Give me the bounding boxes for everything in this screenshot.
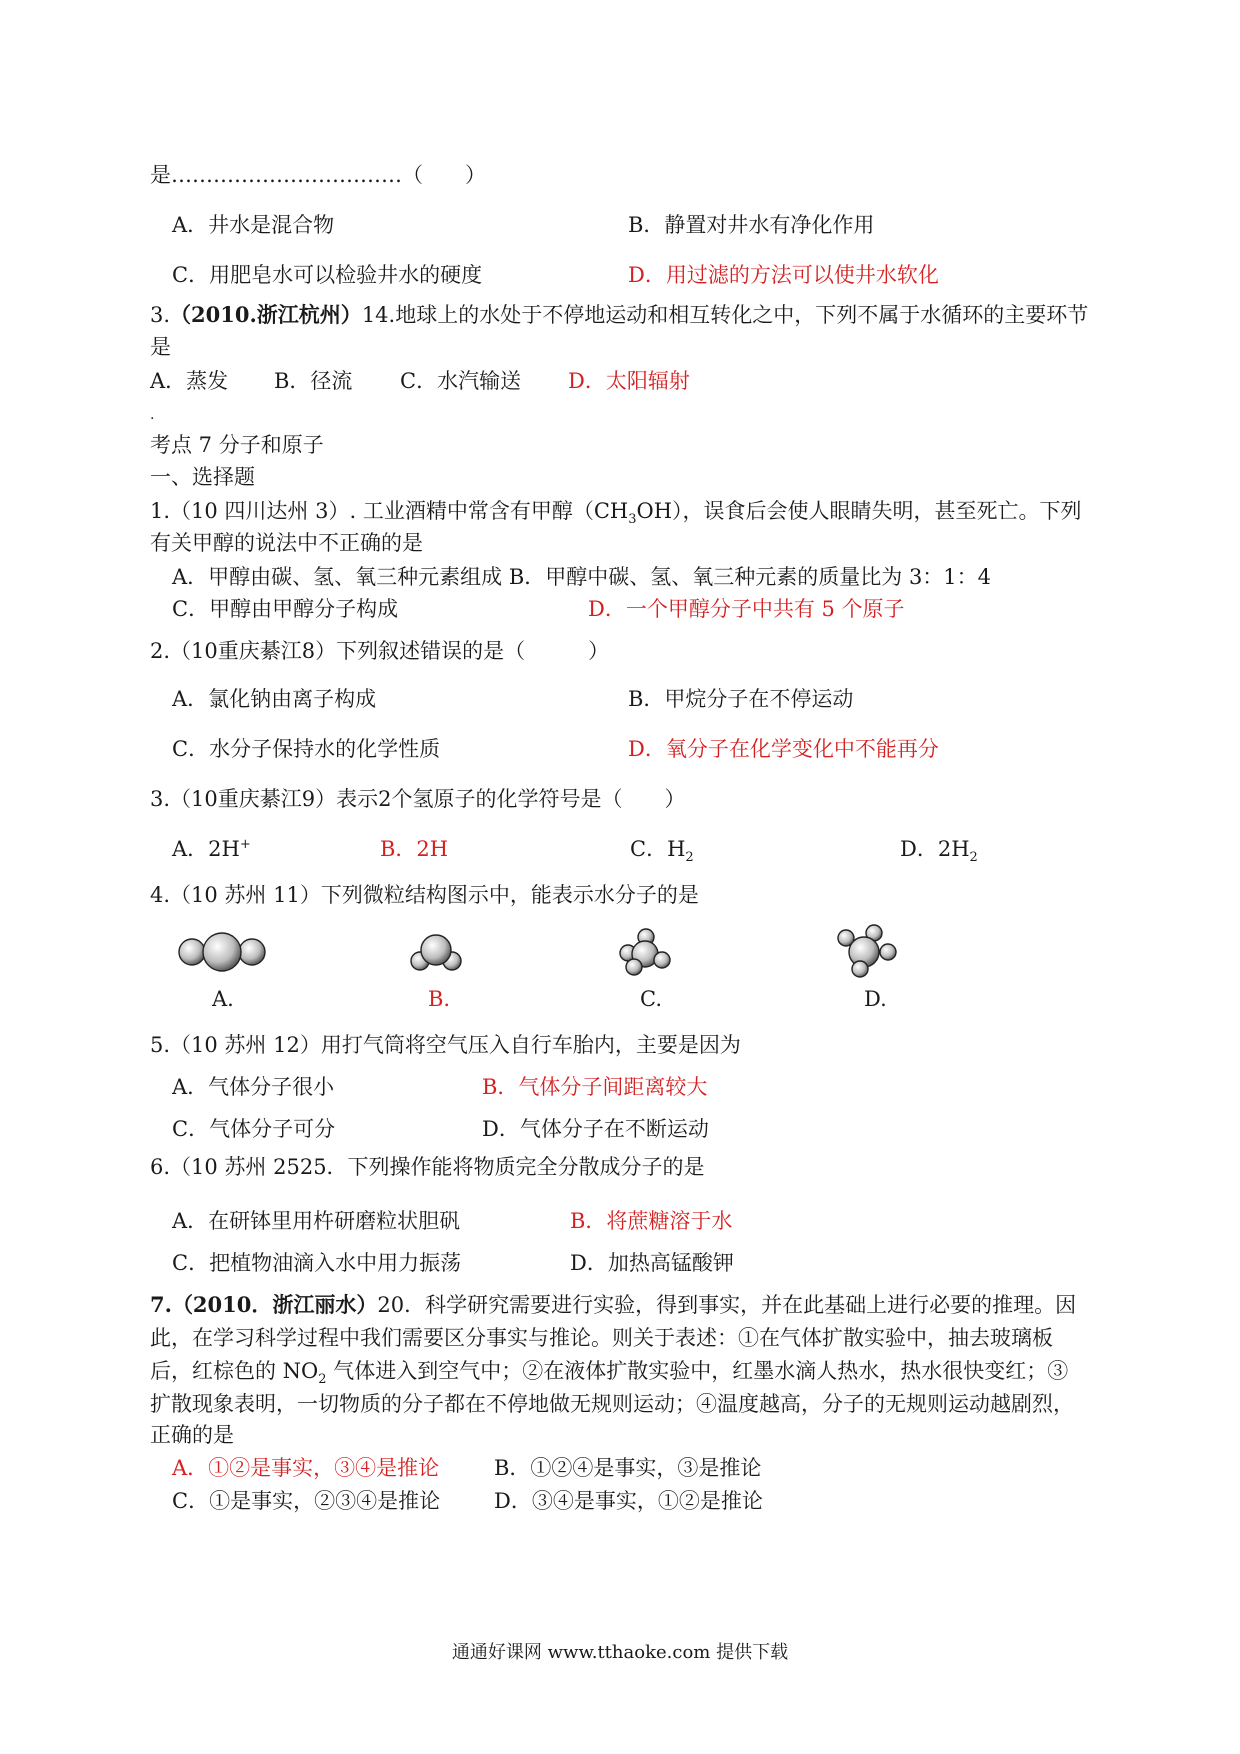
molecule-a-label: A. xyxy=(212,987,234,1011)
question-7-line3 xyxy=(150,1356,1068,1386)
subscript: 3 xyxy=(628,512,637,528)
subscript: 2 xyxy=(318,1372,327,1388)
question-text-cont: 气体进入到空气中；②在液体扩散实验中，红墨水滴人热水，热水很快变红；③ xyxy=(326,1359,1069,1383)
option-b-answer: B．气体分子间距离较大 xyxy=(482,1075,708,1099)
molecule-b-label-answer: B. xyxy=(428,987,451,1011)
option-c: C．气体分子可分 xyxy=(172,1117,336,1141)
question-text: 20．科学研究需要进行实验，得到事实，并在此基础上进行必要的推理。因 xyxy=(377,1293,1077,1317)
question-2-stem: 2.（10重庆綦江8）下列叙述错误的是（ ） xyxy=(150,639,610,663)
option-a: A．氯化钠由离子构成 xyxy=(172,687,377,711)
question-3-stem-cont: 是 xyxy=(150,335,171,359)
option-d: D．气体分子在不断运动 xyxy=(482,1117,709,1141)
molecule-b-image xyxy=(408,930,464,974)
option-a-b: A．甲醇由碳、氢、氧三种元素组成 B．甲醇中碳、氢、氧三种元素的质量比为 3：1：4 xyxy=(172,565,992,589)
question-text: 14.地球上的水处于不停地运动和相互转化之中，下列不属于水循环的主要环节 xyxy=(361,303,1089,327)
question-number: 3. xyxy=(150,303,171,327)
molecule-d-label: D. xyxy=(864,987,887,1011)
molecule-a-image xyxy=(176,930,268,974)
option-a-answer: A．①②是事实，③④是推论 xyxy=(172,1456,440,1480)
option-b-answer: B．2H xyxy=(380,837,449,861)
option-c: C．水分子保持水的化学性质 xyxy=(172,737,441,761)
question-1-stem-cont: 有关甲醇的说法中不正确的是 xyxy=(150,531,423,555)
option-b: B．①②④是事实，③是推论 xyxy=(494,1456,762,1480)
page-footer: 通通好课网 www.tthaoke.com 提供下载 xyxy=(451,1642,789,1663)
question-7-line5: 正确的是 xyxy=(150,1423,234,1447)
question-text: 1.（10 四川达州 3）. 工业酒精中常含有甲醇（CH xyxy=(150,499,629,523)
option-text: A．2H xyxy=(172,837,240,861)
option-d: D．加热高锰酸钾 xyxy=(570,1251,734,1275)
option-d xyxy=(900,834,978,864)
option-d-answer: D．太阳辐射 xyxy=(568,369,690,393)
option-a: A．蒸发 xyxy=(150,369,229,393)
option-d-answer: D．用过滤的方法可以使井水软化 xyxy=(628,263,939,287)
option-c: C．①是事实，②③④是推论 xyxy=(172,1489,441,1513)
option-d: D．③④是事实，①②是推论 xyxy=(494,1489,763,1513)
question-1-stem xyxy=(150,496,1082,526)
option-d-answer: D．一个甲醇分子中共有 5 个原子 xyxy=(588,597,905,621)
option-a: A．井水是混合物 xyxy=(172,213,335,237)
option-a: A．在研钵里用杵研磨粒状胆矾 xyxy=(172,1209,461,1233)
question-7-line4: 扩散现象表明，一切物质的分子都在不停地做无规则运动；④温度越高，分子的无规则运动越剧烈， xyxy=(150,1392,1074,1416)
question-number: 7. xyxy=(150,1292,172,1317)
question-source: （2010．浙江丽水） xyxy=(171,1292,378,1317)
option-a: A．气体分子很小 xyxy=(172,1075,335,1099)
molecule-c-image xyxy=(618,928,674,978)
option-b: B．径流 xyxy=(274,369,353,393)
question-3-stem xyxy=(150,300,1088,330)
question-7-stem xyxy=(150,1290,1076,1320)
question-text: 后，红棕色的 NO xyxy=(150,1359,319,1383)
option-d-answer: D．氧分子在化学变化中不能再分 xyxy=(628,737,939,761)
section-subtitle: 一、选择题 xyxy=(150,465,255,489)
subscript: 2 xyxy=(685,850,694,866)
question-text-cont: OH），误食后会使人眼睛失明，甚至死亡。下列 xyxy=(636,499,1082,523)
question-3-stem: 3.（10重庆綦江9）表示2个氢原子的化学符号是（ ） xyxy=(150,787,686,811)
option-text: C．H xyxy=(630,837,686,861)
option-c xyxy=(630,834,694,864)
subscript: 2 xyxy=(969,850,978,866)
question-4-stem: 4.（10 苏州 11）下列微粒结构图示中，能表示水分子的是 xyxy=(150,883,699,907)
stray-dot: . xyxy=(150,407,155,423)
option-c: C．甲醇由甲醇分子构成 xyxy=(172,597,399,621)
option-c: C．水汽输送 xyxy=(400,369,522,393)
question-6-stem: 6.（10 苏州 2525．下列操作能将物质完全分散成分子的是 xyxy=(150,1155,705,1179)
option-a xyxy=(172,834,251,864)
molecule-c-label: C. xyxy=(640,987,662,1011)
question-5-stem: 5.（10 苏州 12）用打气筒将空气压入自行车胎内，主要是因为 xyxy=(150,1033,741,1057)
option-b: B．甲烷分子在不停运动 xyxy=(628,687,854,711)
option-c: C．用肥皂水可以检验井水的硬度 xyxy=(172,263,483,287)
question-lead: 是……………………………（ ） xyxy=(150,163,486,187)
option-b-answer: B．将蔗糖溶于水 xyxy=(570,1209,733,1233)
molecule-d-image xyxy=(836,924,898,978)
section-title: 考点 7 分子和原子 xyxy=(150,433,324,457)
question-7-line2: 此，在学习科学过程中我们需要区分事实与推论。则关于表述：①在气体扩散实验中，抽去玻璃板 xyxy=(150,1326,1053,1350)
option-b: B．静置对井水有净化作用 xyxy=(628,213,875,237)
option-text: D．2H xyxy=(900,837,970,861)
option-c: C．把植物油滴入水中用力振荡 xyxy=(172,1251,462,1275)
question-source: （2010.浙江杭州） xyxy=(170,302,362,327)
superscript: + xyxy=(239,837,251,852)
